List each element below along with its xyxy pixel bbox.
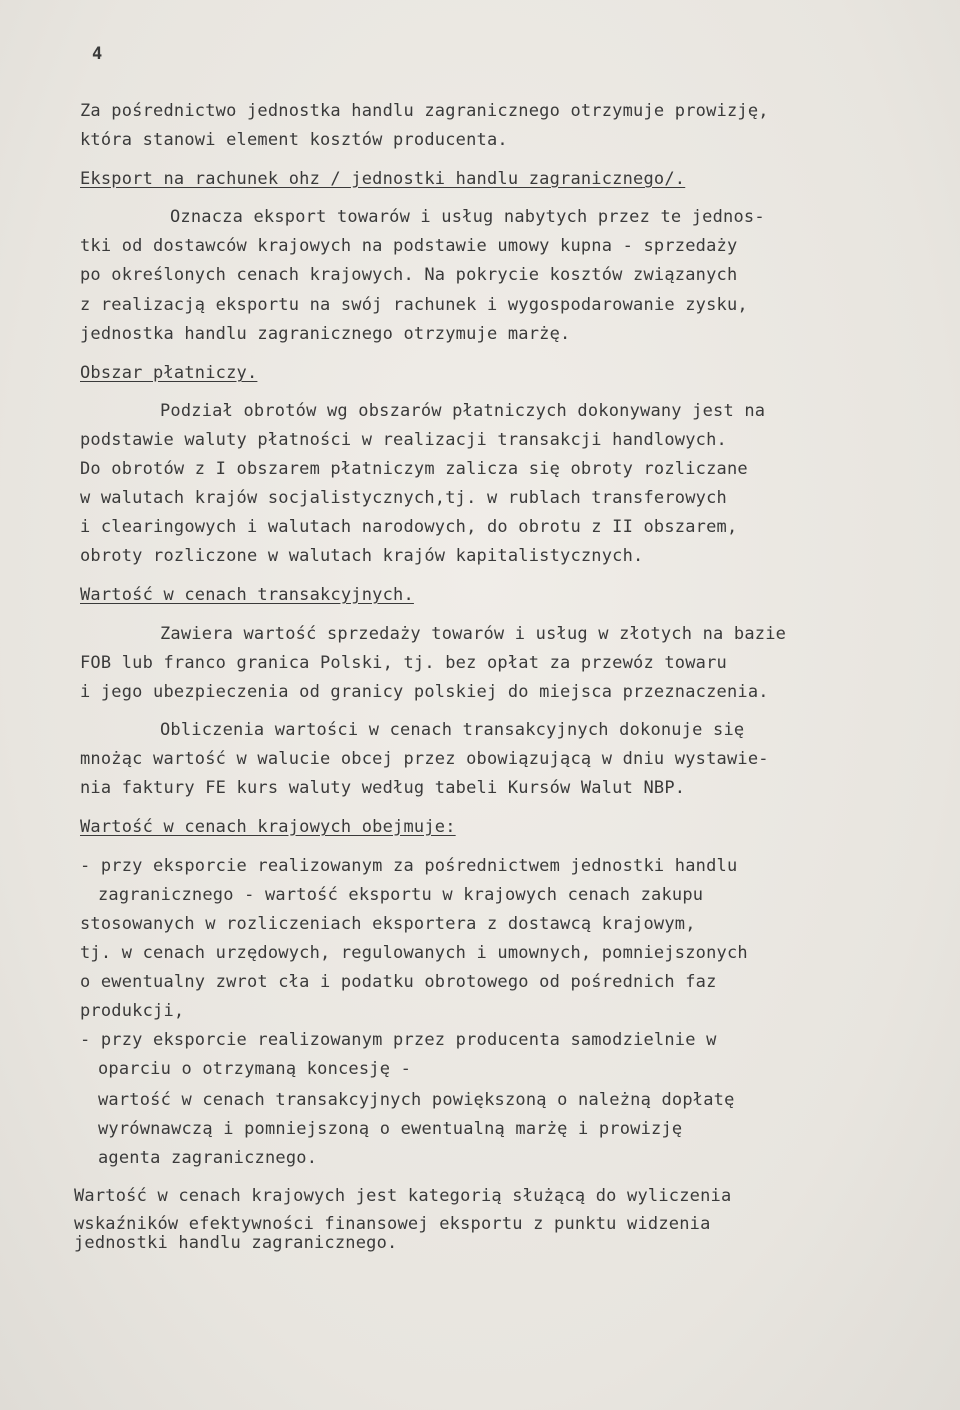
- text-line: i jego ubezpieczenia od granicy polskiej do miejsca przeznaczenia.: [80, 682, 769, 702]
- text-line: wyrównawczą i pomniejszoną o ewentualną marżę i prowizję: [98, 1119, 683, 1139]
- text-line: podstawie waluty płatności w realizacji transakcji handlowych.: [80, 430, 727, 450]
- list-item: - przy eksporcie realizowanym przez producenta samodzielnie w: [80, 1030, 717, 1050]
- text-line: z realizacją eksportu na swój rachunek i wygospodarowanie zysku,: [80, 295, 748, 315]
- text-line: wskaźników efektywności finansowej eksportu z punktu widzenia: [74, 1214, 711, 1234]
- section-heading-payment-area: Obszar płatniczy.: [80, 363, 258, 383]
- text-line: oparciu o otrzymaną koncesję -: [98, 1059, 412, 1079]
- page-number: 4: [92, 44, 103, 64]
- text-line: Podział obrotów wg obszarów płatniczych dokonywany jest na: [160, 401, 766, 421]
- text-line: i clearingowych i walutach narodowych, do obrotu z II obszarem,: [80, 517, 738, 537]
- text-line: jednostki handlu zagranicznego.: [74, 1233, 398, 1253]
- text-line: Do obrotów z I obszarem płatniczym zalicza się obroty rozliczane: [80, 459, 748, 479]
- text-line: mnożąc wartość w walucie obcej przez obowiązującą w dniu wystawie-: [80, 749, 769, 769]
- text-line: tj. w cenach urzędowych, regulowanych i umownych, pomniejszonych: [80, 943, 748, 963]
- text-line: która stanowi element kosztów producenta.: [80, 130, 508, 150]
- text-line: FOB lub franco granica Polski, tj. bez opłat za przewóz towaru: [80, 653, 727, 673]
- text-line: jednostka handlu zagranicznego otrzymuje marżę.: [80, 324, 571, 344]
- text-line: stosowanych w rozliczeniach eksportera z dostawcą krajowym,: [80, 914, 696, 934]
- list-item: - przy eksporcie realizowanym za pośrednictwem jednostki handlu: [80, 856, 738, 876]
- text-line: Wartość w cenach krajowych jest kategorią służącą do wyliczenia: [74, 1186, 732, 1206]
- text-line: Oznacza eksport towarów i usług nabytych przez te jednos-: [170, 207, 765, 227]
- section-heading-export-ohz: Eksport na rachunek ohz / jednostki handlu zagranicznego/.: [80, 169, 686, 189]
- text-line: Obliczenia wartości w cenach transakcyjnych dokonuje się: [160, 720, 745, 740]
- text-line: Za pośrednictwo jednostka handlu zagranicznego otrzymuje prowizję,: [80, 101, 769, 121]
- text-line: po określonych cenach krajowych. Na pokrycie kosztów związanych: [80, 265, 738, 285]
- text-line: produkcji,: [80, 1001, 185, 1021]
- text-line: wartość w cenach transakcyjnych powiększoną o należną dopłatę: [98, 1090, 735, 1110]
- text-line: obroty rozliczone w walutach krajów kapitalistycznych.: [80, 546, 644, 566]
- section-heading-domestic-prices: Wartość w cenach krajowych obejmuje:: [80, 817, 456, 837]
- text-line: w walutach krajów socjalistycznych,tj. w rublach transferowych: [80, 488, 727, 508]
- section-heading-transaction-prices: Wartość w cenach transakcyjnych.: [80, 585, 414, 605]
- text-line: agenta zagranicznego.: [98, 1148, 318, 1168]
- text-line: Zawiera wartość sprzedaży towarów i usług w złotych na bazie: [160, 624, 787, 644]
- text-line: tki od dostawców krajowych na podstawie umowy kupna - sprzedaży: [80, 236, 738, 256]
- text-line: nia faktury FE kurs waluty według tabeli Kursów Walut NBP.: [80, 778, 686, 798]
- text-line: zagranicznego - wartość eksportu w krajowych cenach zakupu: [98, 885, 704, 905]
- text-line: o ewentualny zwrot cła i podatku obrotowego od pośrednich faz: [80, 972, 717, 992]
